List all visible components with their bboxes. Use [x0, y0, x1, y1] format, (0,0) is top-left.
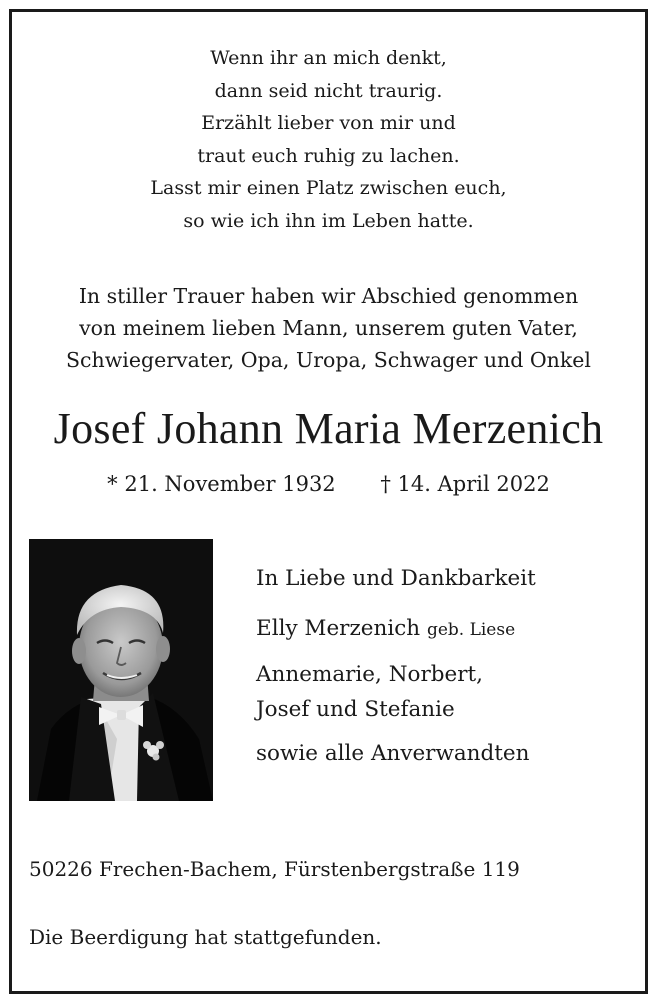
birth-date: * 21. November 1932	[107, 472, 336, 496]
announcement-line: von meinem lieben Mann, unserem guten Vater,	[79, 316, 578, 340]
announcement-line: Schwiegervater, Opa, Uropa, Schwager und Onkel	[66, 348, 591, 372]
funeral-note: Die Beerdigung hat stattgefunden.	[29, 925, 382, 949]
poem-line: dann seid nicht traurig.	[214, 79, 443, 102]
poem	[0, 42, 657, 237]
children-line: Annemarie, Norbert,	[256, 662, 483, 687]
children-line: Josef und Stefanie	[256, 697, 455, 722]
mourning-announcement	[0, 280, 657, 376]
poem-line: traut euch ruhig zu lachen.	[197, 144, 460, 167]
announcement-line: In stiller Trauer haben wir Abschied genommen	[78, 284, 579, 308]
poem-line: so wie ich ihn im Leben hatte.	[183, 209, 474, 232]
deceased-name: Josef Johann Maria Merzenich	[53, 404, 604, 453]
spouse-line	[256, 616, 515, 641]
poem-line: Wenn ihr an mich denkt,	[210, 47, 447, 69]
poem-line: Lasst mir einen Platz zwischen euch,	[150, 177, 507, 199]
death-date: † 14. April 2022	[380, 472, 550, 496]
spouse-maiden-name: geb. Liese	[426, 620, 516, 640]
family-heading: In Liebe und Dankbarkeit	[256, 566, 536, 591]
portrait-photo	[29, 539, 213, 801]
family-address: 50226 Frechen-Bachem, Fürstenbergstraße 119	[29, 857, 520, 881]
relatives-line: sowie alle Anverwandten	[256, 741, 530, 766]
life-dates	[0, 468, 657, 500]
poem-line: Erzählt lieber von mir und	[201, 112, 456, 134]
spouse-name: Elly Merzenich	[256, 616, 421, 641]
